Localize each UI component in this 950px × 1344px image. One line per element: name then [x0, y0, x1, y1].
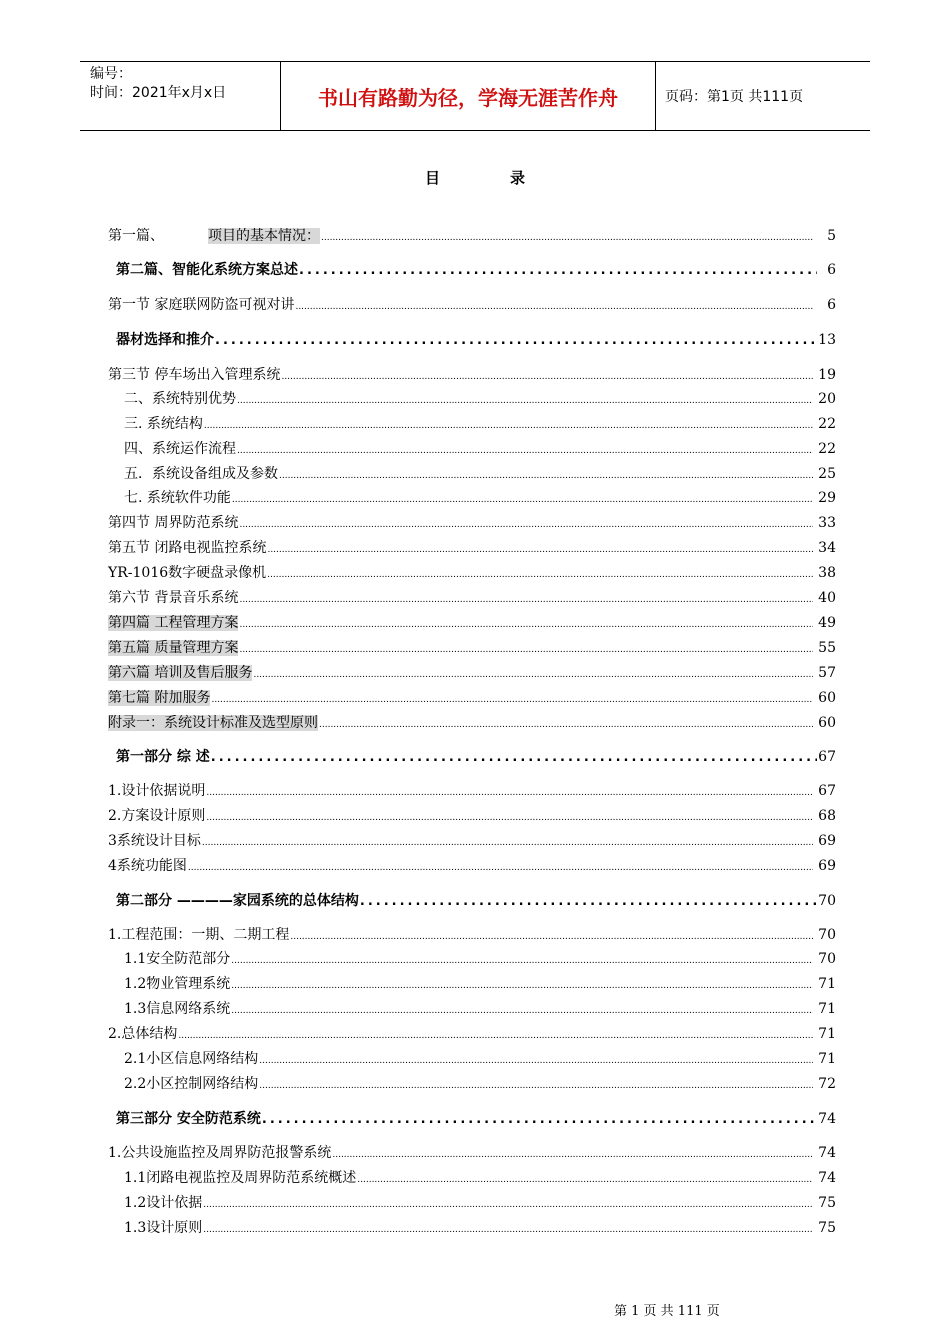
toc-leader-dots [203, 1219, 813, 1241]
toc-entry[interactable] [116, 329, 836, 351]
toc-entry[interactable] [108, 830, 836, 852]
toc-leader-dots [231, 1000, 813, 1022]
toc-entry-page: 70 [818, 893, 836, 909]
toc-entry-page: 49 [818, 615, 836, 631]
toc-entry[interactable] [108, 780, 836, 802]
toc-entry-page: 69 [818, 858, 836, 874]
toc-entry[interactable] [108, 1192, 836, 1214]
toc-leader-dots [211, 747, 817, 769]
number-label: 编号： [90, 66, 132, 82]
toc-leader-dots [231, 950, 813, 972]
toc-entry[interactable] [108, 1142, 836, 1164]
toc-entry-page: 75 [818, 1195, 836, 1211]
toc-entry[interactable] [108, 712, 836, 734]
toc-entry-page: 74 [818, 1111, 836, 1127]
toc-entry-page: 74 [818, 1170, 836, 1186]
page-header [80, 61, 870, 131]
toc-entry[interactable] [108, 438, 836, 460]
toc-leader-dots [237, 390, 813, 412]
toc-leader-dots [232, 489, 813, 511]
toc-leader-dots [281, 366, 813, 388]
toc-entry-label: 三. 系统结构 [124, 416, 203, 432]
toc-entry-label: 1.3信息网络系统 [124, 1001, 231, 1017]
toc-entry-label: 器材选择和推介 [116, 332, 214, 348]
toc-leader-dots [206, 807, 813, 829]
toc-entry-label: 1.设计依据说明 [108, 783, 206, 799]
toc-entry-label: 五．系统设备组成及参数 [124, 466, 278, 482]
toc-leader-dots [253, 664, 813, 686]
toc-entry-page: 71 [818, 1026, 836, 1042]
toc-entry-label: 1.2设计依据 [124, 1195, 203, 1211]
toc-title [0, 167, 950, 188]
toc-entry-label: 第一部分 综 述 [116, 749, 210, 765]
toc-entry[interactable] [108, 487, 836, 509]
toc-entry[interactable] [108, 973, 836, 995]
toc-leader-dots [203, 1194, 813, 1216]
toc-leader-dots [295, 296, 813, 318]
toc-entry-label: 第六篇 培训及售后服务 [108, 665, 253, 681]
toc-entry-label: 第一篇、 项目的基本情况： [108, 228, 320, 244]
toc-entry-page: 29 [818, 490, 836, 506]
toc-entry-label: 1.3设计原则 [124, 1220, 203, 1236]
toc-entry-label: 1.工程范围：一期、二期工程 [108, 927, 290, 943]
toc-leader-dots [267, 539, 813, 561]
toc-leader-dots [290, 926, 813, 948]
toc-entry-label: 2.方案设计原则 [108, 808, 206, 824]
time-label: 时间：2021年x月x日 [90, 85, 227, 101]
toc-title-right: 录 [510, 169, 526, 187]
toc-entry-page: 34 [818, 540, 836, 556]
toc-entry-page: 60 [818, 715, 836, 731]
toc-leader-dots [178, 1025, 813, 1047]
toc-entry[interactable] [108, 512, 836, 534]
toc-entry-label: 附录一：系统设计标准及选型原则 [108, 715, 318, 731]
toc-entry[interactable] [108, 1023, 836, 1045]
toc-entry-label: 第一节 家庭联网防盗可视对讲 [108, 297, 295, 313]
toc-entry-label: 第四篇 工程管理方案 [108, 615, 239, 631]
toc-entry-page: 20 [818, 391, 836, 407]
toc-leader-dots [206, 782, 813, 804]
toc-leader-dots [259, 1050, 813, 1072]
toc-leader-dots [267, 564, 813, 586]
toc-entry[interactable] [108, 612, 836, 634]
toc-entry-page: 57 [818, 665, 836, 681]
toc-leader-dots [357, 1169, 813, 1191]
toc-entry-page: 67 [818, 749, 836, 765]
toc-entry-page: 60 [818, 690, 836, 706]
toc-entry-label: 1.2物业管理系统 [124, 976, 231, 992]
toc-leader-dots [279, 465, 813, 487]
header-meta [80, 62, 280, 130]
toc-leader-dots [204, 415, 813, 437]
toc-entry-page: 22 [818, 416, 836, 432]
toc-entry-page: 71 [818, 976, 836, 992]
toc-entry-label: 第二部分 ————家园系统的总体结构 [116, 893, 359, 909]
toc-title-left: 目 [424, 169, 440, 187]
toc-entry[interactable] [108, 225, 836, 247]
toc-entry-page: 70 [818, 951, 836, 967]
toc-entry-label: 第三节 停车场出入管理系统 [108, 367, 281, 383]
toc-entry-label: 第五节 闭路电视监控系统 [108, 540, 267, 556]
toc-leader-dots [299, 260, 817, 282]
toc-leader-dots [237, 440, 813, 462]
toc-entry-label: 第二篇、智能化系统方案总述 [116, 262, 298, 278]
toc-entry-page: 22 [818, 441, 836, 457]
toc-entry-page: 74 [818, 1145, 836, 1161]
toc-entry-page: 70 [818, 927, 836, 943]
toc-entry[interactable] [116, 1108, 836, 1130]
toc-entry-label: 第三部分 安全防范系统 [116, 1111, 261, 1127]
toc-leader-dots [360, 891, 817, 913]
toc-entry[interactable] [116, 890, 836, 912]
toc-entry[interactable] [108, 1217, 836, 1239]
toc-entry[interactable] [108, 637, 836, 659]
toc-entry-label: YR-1016数字硬盘录像机 [108, 565, 267, 581]
toc-entry[interactable] [108, 662, 836, 684]
toc-leader-dots [215, 330, 817, 352]
toc-entry-page: 71 [818, 1001, 836, 1017]
toc-entry[interactable] [108, 998, 836, 1020]
toc-entry-label: 四、系统运作流程 [124, 441, 236, 457]
toc-entry-page: 75 [818, 1220, 836, 1236]
toc-entry[interactable] [116, 746, 836, 768]
toc-leader-dots [239, 614, 813, 636]
toc-entry-page: 71 [818, 1051, 836, 1067]
toc-entry-label: 第七篇 附加服务 [108, 690, 211, 706]
toc-entry-label: 1.1安全防范部分 [124, 951, 231, 967]
toc-leader-dots [188, 857, 813, 879]
toc-entry-page: 68 [818, 808, 836, 824]
toc-leader-dots [262, 1109, 817, 1131]
toc-entry-page: 5 [827, 228, 836, 244]
toc-leader-dots [239, 639, 813, 661]
toc-entry-label: 1.公共设施监控及周界防范报警系统 [108, 1145, 332, 1161]
toc-entry-label: 3系统设计目标 [108, 833, 201, 849]
page-footer: 第 1 页 共 111 页 [614, 1304, 720, 1319]
toc-leader-dots [211, 689, 813, 711]
toc-entry[interactable] [108, 294, 836, 316]
toc-entry[interactable] [108, 687, 836, 709]
toc-entry-label: 1.1闭路电视监控及周界防范系统概述 [124, 1170, 357, 1186]
toc-leader-dots [239, 514, 813, 536]
toc-entry-page: 6 [827, 262, 836, 278]
toc-entry-page: 55 [818, 640, 836, 656]
toc-entry[interactable] [108, 388, 836, 410]
toc-entry[interactable] [116, 259, 836, 281]
toc-entry-label: 第四节 周界防范系统 [108, 515, 239, 531]
toc-entry-label: 二、系统特别优势 [124, 391, 236, 407]
toc-leader-dots [231, 975, 813, 997]
toc-leader-dots [319, 714, 813, 736]
toc-entry[interactable] [108, 463, 836, 485]
toc-leader-dots [321, 227, 813, 249]
toc-entry-page: 25 [818, 466, 836, 482]
toc-leader-dots [202, 832, 813, 854]
toc-entry-page: 33 [818, 515, 836, 531]
header-page-info: 页码：第1页 共111页 [665, 89, 804, 105]
toc-entry-label: 第五篇 质量管理方案 [108, 640, 239, 656]
toc-leader-dots [259, 1075, 813, 1097]
toc-entry-label: 第六节 背景音乐系统 [108, 590, 239, 606]
toc-entry-page: 38 [818, 565, 836, 581]
toc-entry[interactable] [108, 805, 836, 827]
toc-entry-page: 69 [818, 833, 836, 849]
toc-entry-page: 6 [827, 297, 836, 313]
toc-entry-page: 19 [818, 367, 836, 383]
toc-entry-label: 2.2小区控制网络结构 [124, 1076, 259, 1092]
toc-entry-label: 4系统功能图 [108, 858, 187, 874]
toc-entry[interactable] [108, 948, 836, 970]
toc-entry-label: 七. 系统软件功能 [124, 490, 231, 506]
toc-entry[interactable] [108, 364, 836, 386]
toc-entry-page: 72 [818, 1076, 836, 1092]
toc-entry[interactable] [108, 1073, 836, 1095]
toc-entry[interactable] [108, 537, 836, 559]
toc-entry[interactable] [108, 1167, 836, 1189]
toc-entry-page: 13 [818, 332, 836, 348]
toc-entry[interactable] [108, 587, 836, 609]
toc-leader-dots [239, 589, 813, 611]
header-motto: 书山有路勤为径，学海无涯苦作舟 [280, 62, 656, 130]
toc-leader-dots [332, 1144, 813, 1166]
toc-entry[interactable] [108, 413, 836, 435]
toc-entry[interactable] [108, 924, 836, 946]
toc-entry-page: 40 [818, 590, 836, 606]
toc-entry[interactable] [108, 562, 836, 584]
toc-entry[interactable] [108, 855, 836, 877]
toc-entry-label: 2.总体结构 [108, 1026, 178, 1042]
toc-entry-label: 2.1小区信息网络结构 [124, 1051, 259, 1067]
toc-entry[interactable] [108, 1048, 836, 1070]
toc-entry-page: 67 [818, 783, 836, 799]
